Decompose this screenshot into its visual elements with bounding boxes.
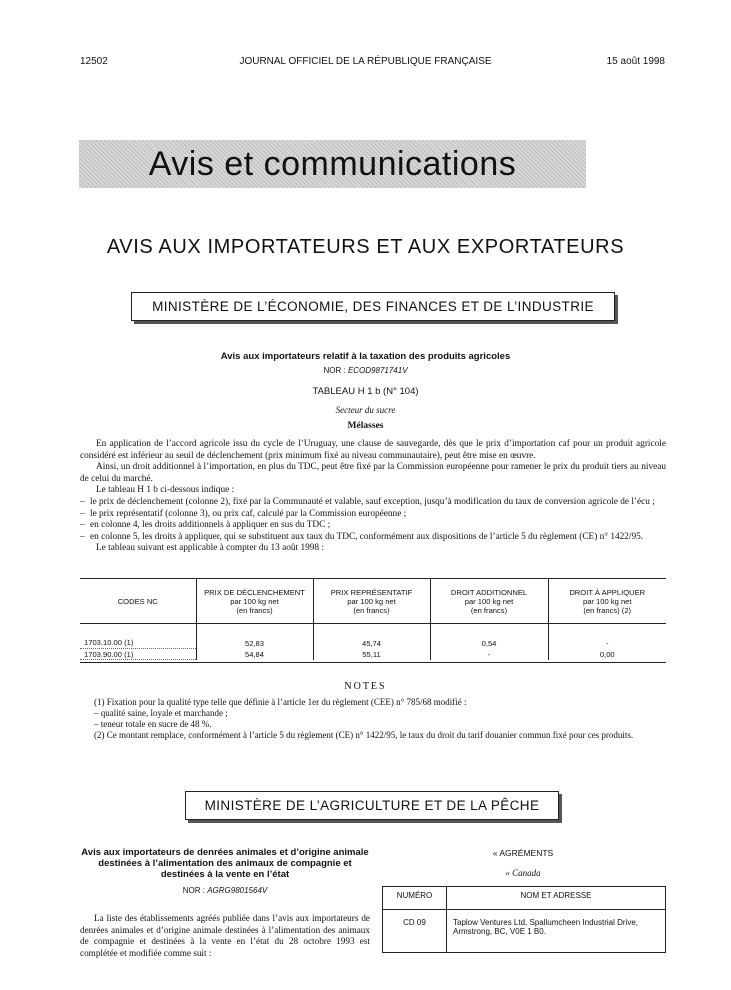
nor-label: NOR : <box>323 366 346 375</box>
table-cell: Taplow Ventures Ltd, Spallumcheen Industrial Drive, Armstrong, BC, V0E 1 B0. <box>447 910 666 953</box>
page-number: 12502 <box>80 56 108 67</box>
column-header: PRIX DE DÉCLENCHEMENT par 100 kg net (en francs) <box>196 579 313 624</box>
table-cell: - <box>548 638 666 649</box>
main-title: AVIS AUX IMPORTATEURS ET AUX EXPORTATEURS <box>106 236 625 258</box>
table-cell: 0,00 <box>548 649 666 660</box>
notes-list <box>80 697 666 741</box>
column-header: NOM ET ADRESSE <box>447 887 666 910</box>
journal-title: JOURNAL OFFICIEL DE LA RÉPUBLIQUE FRANÇAISE <box>239 56 492 67</box>
nor-code: AGRG9801564V <box>207 886 268 895</box>
nor-code: ECOD9871741V <box>347 366 408 375</box>
nor-reference <box>80 886 370 895</box>
section-banner <box>79 140 586 188</box>
country-heading: « Canada <box>505 868 541 878</box>
note: (1) Fixation pour la qualité type telle que définie à l’article 1er du règlement (CEE) n° 785/68 modifié : <box>94 697 467 707</box>
column-header: CODES NC <box>80 579 196 624</box>
column-header: NUMÉRO <box>383 887 447 910</box>
issue-date: 15 août 1998 <box>606 56 665 67</box>
note: – qualité saine, loyale et marchande ; <box>94 708 228 718</box>
table-header-row <box>383 887 666 910</box>
list-item: – le prix représentatif (colonne 3), ou prix caf, calculé par la Commission européenne ; <box>80 509 666 521</box>
column-header: DROIT À APPLIQUER par 100 kg net (en francs) (2) <box>548 579 666 624</box>
notice-title: Avis aux importateurs de denrées animales et d’origine animale destinées à l’alimentation des animaux de compagnie et destinées à la vente en l’état <box>81 847 369 880</box>
sector-label: Secteur du sucre <box>335 405 396 415</box>
paragraph: La liste des établissements agréés publiée dans l’avis aux importateurs de denrées animales et d’origine animale destinées à l’alimentation des animaux de compagnie et destinées à la vente en l’état du 28 octobre 1993 est complétée et modifiée comme suit : <box>80 913 370 958</box>
approval-table <box>382 886 666 953</box>
table-cell: 45,74 <box>313 638 430 649</box>
ministry-title: MINISTÈRE DE L’ÉCONOMIE, DES FINANCES ET DE L’INDUSTRIE <box>152 299 594 314</box>
table-spacer-row <box>80 624 666 638</box>
nor-reference <box>0 366 731 375</box>
table-row <box>383 910 666 953</box>
list-item: – en colonne 4, les droits additionnels à appliquer en sus du TDC ; <box>80 520 666 532</box>
ministry-title: MINISTÈRE DE L’AGRICULTURE ET DE LA PÊCHE <box>204 798 540 813</box>
notice-body <box>80 913 370 959</box>
nor-label: NOR : <box>182 886 205 895</box>
note: – teneur totale en sucre de 48 %. <box>94 719 212 729</box>
table-bottom-rule <box>80 662 666 663</box>
note: (2) Ce montant remplace, conformément à l’article 5 du règlement (CE) n° 1422/95, le taux du droit du tarif douanier commun fixé pour ces produits. <box>94 730 634 740</box>
list-item: – en colonne 5, les droits à appliquer, qui se substituent aux taux du TDC, conformément aux dispositions de l’article 5 du règlement (CE) n° 1422/95. <box>80 532 666 544</box>
paragraph: Ainsi, un droit additionnel à l’importation, en plus du TDC, peut être fixé par la Commission européenne pour ramener le prix du produit tiers au niveau de celui du marché. <box>80 462 666 484</box>
table-label: TABLEAU H 1 b (N° 104) <box>312 386 419 397</box>
table-cell: 54,84 <box>196 649 313 660</box>
ministry-box <box>185 791 559 820</box>
product-label: Mélasses <box>347 421 384 431</box>
section-heading: « AGRÉMENTS <box>492 848 554 858</box>
table-cell: CD 09 <box>403 918 426 927</box>
notice-title: Avis aux importateurs relatif à la taxation des produits agricoles <box>220 351 511 362</box>
notice-body <box>80 439 666 555</box>
paragraph: En application de l’accord agricole issu du cycle de l’Uruguay, une clause de sauvegarde, dès que le prix d’importation caf pour un produit agricole considéré est inférieur au seuil de déclenchement (prix minimum fixé au niveau communautaire), peut être mise en œuvre. <box>80 439 666 461</box>
table-cell: 1703.10.00 (1) <box>80 638 196 649</box>
table-header-row <box>80 579 666 624</box>
banner-title: Avis et communications <box>148 144 517 183</box>
column-header: DROIT ADDITIONNEL par 100 kg net (en francs) <box>430 579 548 624</box>
table-cell: 1703.90.00 (1) <box>80 649 196 660</box>
column-header: PRIX REPRÉSENTATIF par 100 kg net (en francs) <box>313 579 430 624</box>
tariff-table <box>80 578 666 660</box>
ministry-box <box>131 292 615 321</box>
paragraph: Le tableau suivant est applicable à compter du 13 août 1998 : <box>96 543 324 554</box>
table-cell: - <box>430 649 548 660</box>
paragraph: Le tableau H 1 b ci-dessous indique : <box>96 485 235 496</box>
table-row <box>80 638 666 649</box>
table-cell: 55,11 <box>313 649 430 660</box>
table-cell: 52,83 <box>196 638 313 649</box>
list-item: – le prix de déclenchement (colonne 2), fixé par la Communauté et valable, sauf exception, jusqu’à modification du taux de conversion agricole de l’écu ; <box>80 497 666 509</box>
table-row <box>80 649 666 660</box>
table-cell: 0,54 <box>430 638 548 649</box>
notes-title: NOTES <box>344 681 387 692</box>
